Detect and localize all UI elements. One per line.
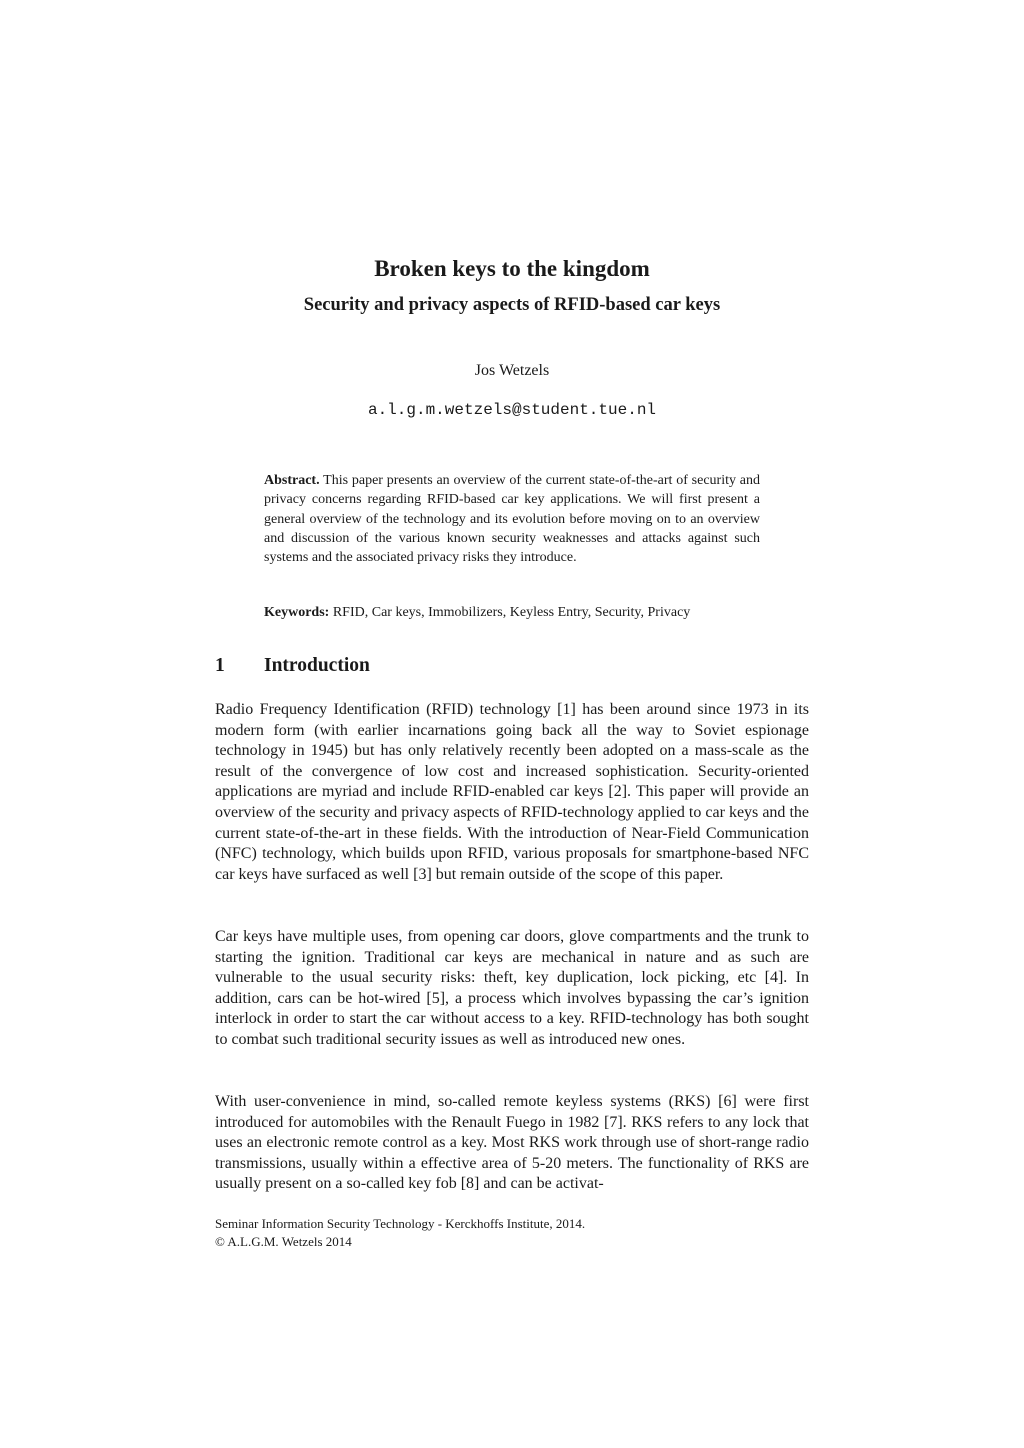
abstract-label: Abstract.	[264, 473, 320, 488]
footnote	[215, 1215, 585, 1250]
keywords-text: RFID, Car keys, Immobilizers, Keyless Entry, Security, Privacy	[332, 605, 691, 620]
author-email: a.l.g.m.wetzels@student.tue.nl	[367, 401, 657, 419]
paper-subtitle: Security and privacy aspects of RFID-based car keys	[303, 295, 721, 315]
footnote-copyright: © A.L.G.M. Wetzels 2014	[215, 1233, 352, 1249]
abstract	[264, 471, 760, 567]
keywords	[264, 603, 760, 622]
body-paragraph-3: With user-convenience in mind, so-called remote keyless systems (RKS) [6] were first introduced for automobiles with the Renault Fuego in 1982 [7]. RKS refers to any lock that uses an electronic remote control as a key. Most RKS work through use of short-range radio transmissions, usually within a effective area of 5-20 meters. The functionality of RKS are usually present on a so-called key fob [8] and can be activat-	[215, 1093, 809, 1193]
body-paragraph-2: Car keys have multiple uses, from opening car doors, glove compartments and the trunk to starting the ignition. Traditional car keys are mechanical in nature and as such are vulnerable to the usual security risks: theft, key duplication, lock picking, etc [4]. In addition, cars can be hot-wired [5], a process which involves bypassing the car’s ignition interlock in order to start the car without access to a key. RFID-technology has both sought to combat such traditional security issues as well as introduced new ones.	[215, 928, 809, 1048]
section-heading-introduction	[215, 655, 370, 677]
body-paragraph-1: Radio Frequency Identification (RFID) technology [1] has been around since 1973 in its modern form (with earlier incarnations going back all the way to Soviet espionage technology in 1945) but has only relatively recently been adopted on a mass-scale as the result of the convergence of low cost and increased sophistication. Security-oriented applications are myriad and include RFID-enabled car keys [2]. This paper will provide an overview of the security and privacy aspects of RFID-technology applied to car keys and the current state-of-the-art in these fields. With the introduction of Near-Field Communication (NFC) technology, which builds upon RFID, various proposals for smartphone-based NFC car keys have surfaced as well [3] but remain outside of the scope of this paper.	[215, 701, 809, 883]
section-number: 1	[215, 655, 225, 676]
section-title: Introduction	[264, 655, 370, 676]
abstract-text: This paper presents an overview of the current state-of-the-art of security and privacy concerns regarding RFID-based car key applications. We will first present a general overview of the technology and its evolution before moving on to an overview and discussion of the various known security weaknesses and attacks against such systems and the associated privacy risks they introduce.	[264, 473, 760, 566]
keywords-label: Keywords:	[264, 605, 330, 620]
author-name: Jos Wetzels	[474, 362, 550, 379]
paper-title: Broken keys to the kingdom	[374, 256, 650, 281]
footnote-venue: Seminar Information Security Technology - Kerckhoffs Institute, 2014.	[215, 1216, 586, 1231]
